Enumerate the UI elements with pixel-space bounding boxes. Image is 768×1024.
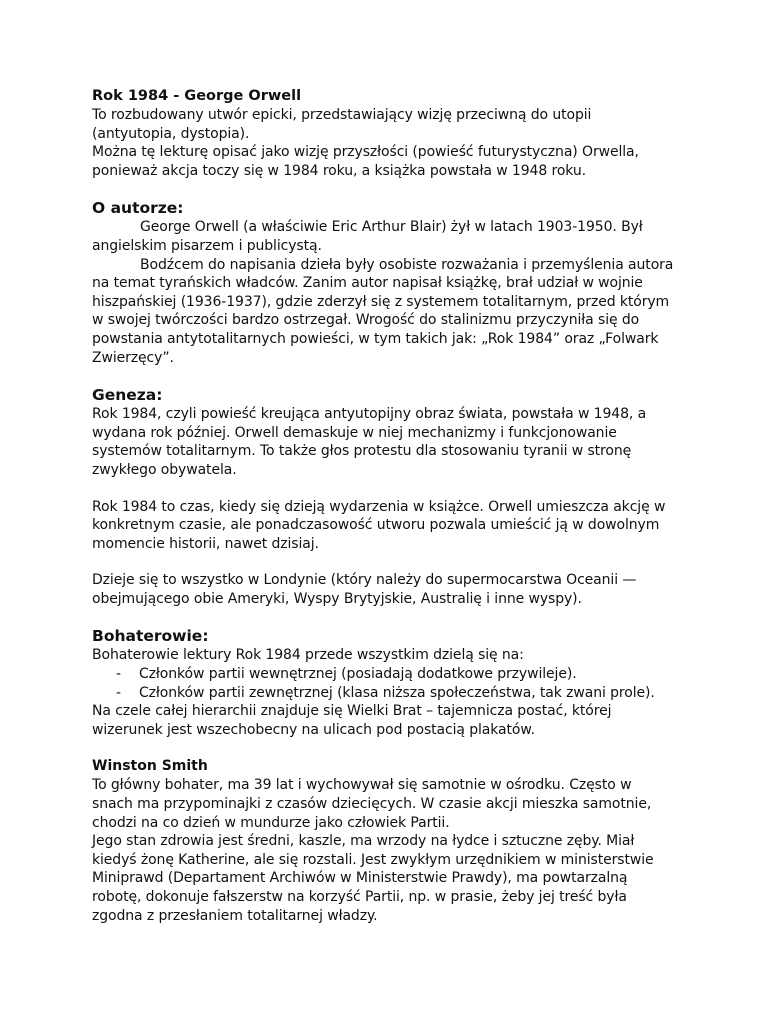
list-item: [92, 684, 676, 703]
winston-paragraph-2: Jego stan zdrowia jest średni, kaszle, ma wrzody na łydce i sztuczne zęby. Miał kiedyś żonę Katherine, ale się rozstali. Jest zwykłym urzędnikiem w ministerstwie Miniprawd (Departament Archiwów w Ministerstwie Prawdy), ma powtarzalną robotę, dokonuje fałszerstw na korzyść Partii, np. w prasie, żeby jej treść była zgodna z przesłaniem totalitarnej władzy.: [92, 833, 654, 924]
list-item-text: Członków partii zewnętrznej (klasa niższa społeczeństwa, tak zwani prole).: [139, 684, 655, 701]
characters-list: [92, 665, 676, 702]
list-item: [92, 665, 676, 684]
document-title: Rok 1984 - George Orwell: [92, 88, 302, 104]
dash-bullet: -: [116, 666, 121, 683]
list-item-text: Członków partii wewnętrznej (posiadają dodatkowe przywileje).: [139, 666, 577, 683]
author-heading: O autorze:: [92, 199, 184, 218]
characters-lead: Bohaterowie lektury Rok 1984 przede wszystkim dzielą się na:: [92, 647, 524, 664]
genesis-paragraph-1: Rok 1984, czyli powieść kreująca antyutopijny obraz świata, powstała w 1948, a wydana rok później. Orwell demaskuje w niej mechanizmy i funkcjonowanie systemów totalitarnym. To także głos protestu dla stosowaniu tyranii w stronę zwykłego obywatela.: [92, 406, 647, 478]
characters-heading: Bohaterowie:: [92, 627, 209, 646]
genesis-paragraph-2: Rok 1984 to czas, kiedy się dzieją wydarzenia w książce. Orwell umieszcza akcję w konkretnym czasie, ale ponadczasowość utworu pozwala umieścić ją w dowolnym momencie historii, nawet dzisiaj.: [92, 498, 666, 552]
genesis-paragraph-3: Dzieje się to wszystko w Londynie (który należy do supermocarstwa Oceanii — obejmującego obie Ameryki, Wyspy Brytyjskie, Australię i inne wyspy).: [92, 572, 637, 607]
author-paragraph-2: Bodźcem do napisania dzieła były osobiste rozważania i przemyślenia autora na temat tyrańskich władców. Zanim autor napisał książkę, brał udział w wojnie hiszpańskiej (1936-1937), gdzie zderzył się z systemem totalitarnym, przed którym w swojej twórczości bardzo ostrzegał. Wrogość do stalinizmu przyczyniła się do powstania antytotalitarnych powieści, w tym takich jak: „Rok 1984” oraz „Folwark Zwierzęcy”.: [92, 256, 674, 366]
genesis-heading: Geneza:: [92, 386, 163, 405]
characters-after: Na czele całej hierarchii znajduje się Wielki Brat – tajemnicza postać, której wizerunek jest wszechobecny na ulicach pod postacią plakatów.: [92, 703, 612, 738]
winston-heading: Winston Smith: [92, 758, 208, 775]
intro-paragraph-1: To rozbudowany utwór epicki, przedstawiający wizję przeciwną do utopii (antyutopia, dystopia).: [92, 107, 592, 142]
author-paragraph-1: George Orwell (a właściwie Eric Arthur Blair) żył w latach 1903-1950. Był angielskim pisarzem i publicystą.: [92, 219, 643, 254]
intro-paragraph-2: Można tę lekturę opisać jako wizję przyszłości (powieść futurystyczna) Orwella, ponieważ akcja toczy się w 1984 roku, a książka powstała w 1948 roku.: [92, 144, 639, 179]
winston-paragraph-1: To główny bohater, ma 39 lat i wychowywał się samotnie w ośrodku. Często w snach ma przypominajki z czasów dziecięcych. W czasie akcji mieszka samotnie, chodzi na co dzień w mundurze jako człowiek Partii.: [92, 777, 652, 831]
dash-bullet: -: [116, 684, 121, 701]
